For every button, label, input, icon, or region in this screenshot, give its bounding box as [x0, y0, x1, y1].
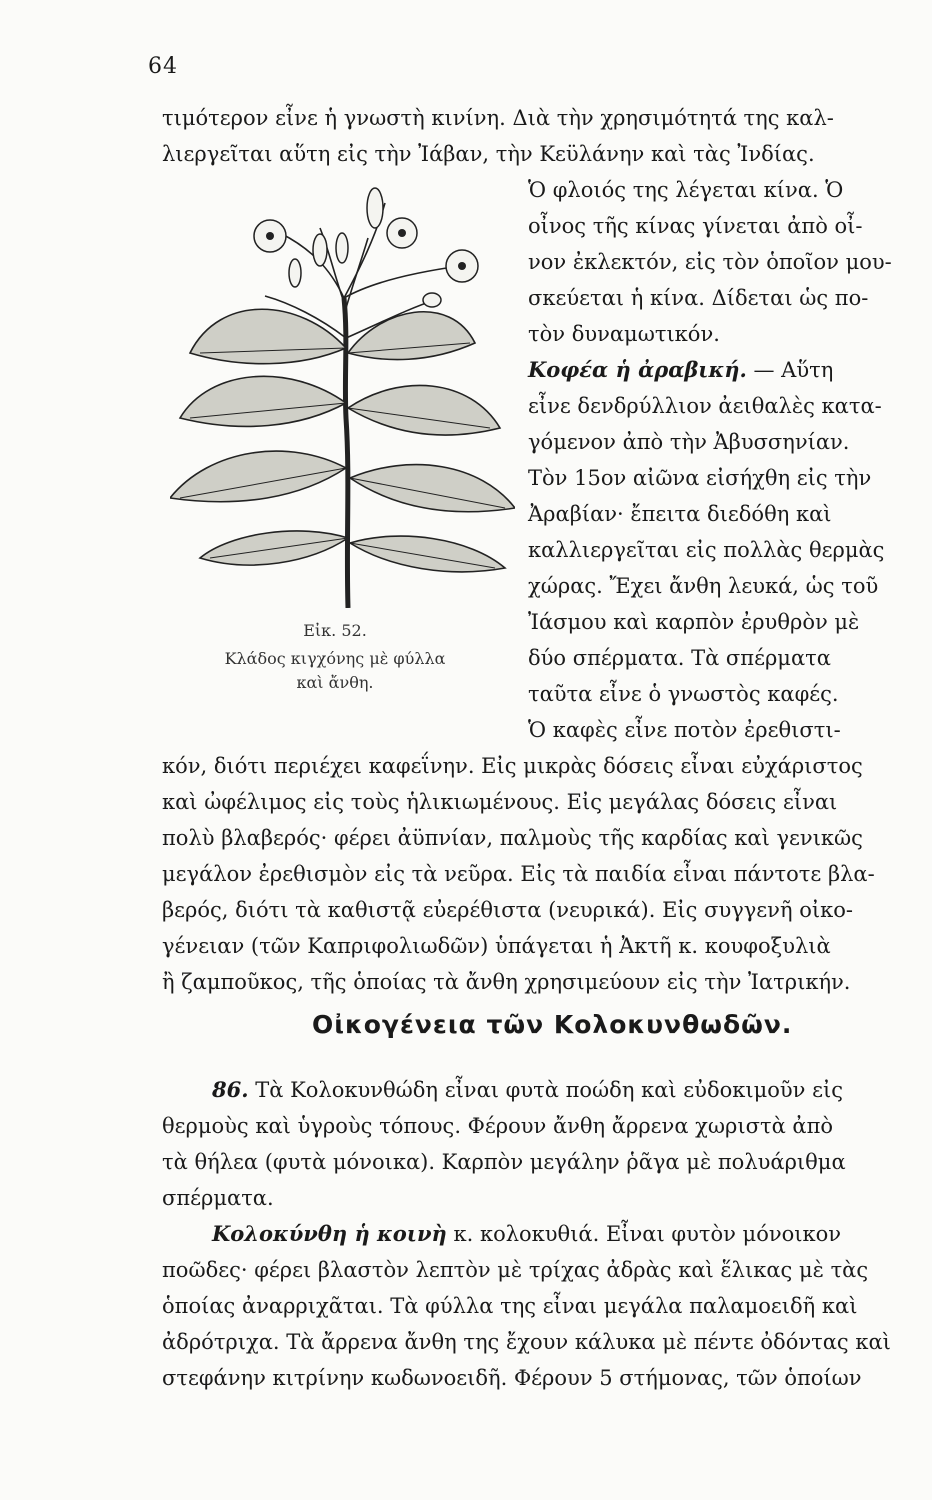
figure-number: Εἰκ. 52.	[303, 621, 367, 640]
text-line: τὰ θήλεα (φυτὰ μόνοικα). Καρπὸν μεγάλην ῥᾶγα μὲ πολυάριθμα	[162, 1150, 846, 1174]
text-run: Τὰ Κολοκυνθώδη εἶναι φυτὰ ποώδη καὶ εὐδοκιμοῦν εἰς	[248, 1078, 843, 1102]
text-line	[212, 1076, 843, 1104]
section-number: 86.	[212, 1077, 249, 1102]
text-run: — Αὕτη	[746, 358, 834, 382]
text-line: Ὁ φλοιός της λέγεται κίνα. Ὁ	[528, 178, 844, 202]
text-line: γόμενον ἀπὸ τὴν Ἀβυσσηνίαν.	[528, 430, 850, 454]
text-line: χώρας. Ἔχει ἄνθη λευκά, ὡς τοῦ	[528, 574, 879, 598]
text-line: κόν, διότι περιέχει καφεΐνην. Εἰς μικρὰς δόσεις εἶναι εὐχάριστος	[162, 754, 863, 778]
text-line: Ἰάσμου καὶ καρπὸν ἐρυθρὸν μὲ	[528, 610, 860, 634]
text-line: Ἀραβίαν· ἔπειτα διεδόθη καὶ	[528, 502, 832, 526]
text-line	[212, 1220, 841, 1248]
text-line: νον ἐκλεκτόν, εἰς τὸν ὁποῖον μου-	[528, 250, 892, 274]
text-line: γένειαν (τῶν Καπριφολιωδῶν) ὑπάγεται ἡ Ἀκτῆ κ. κουφοξυλιὰ	[162, 934, 831, 958]
text-line: στεφάνην κιτρίνην κωδωνοειδῆ. Φέρουν 5 στήμονας, τῶν ὁποίων	[162, 1366, 862, 1390]
text-line: Ὁ καφὲς εἶνε ποτὸν ἐρεθιστι-	[528, 718, 841, 742]
plant-branch-illustration	[170, 178, 515, 608]
text-line: μεγάλον ἐρεθισμὸν εἰς τὰ νεῦρα. Εἰς τὰ παιδία εἶναι πάντοτε βλα-	[162, 862, 875, 886]
text-run: κ. κολοκυθιά. Εἶναι φυτὸν μόνοικον	[446, 1222, 842, 1246]
species-title: Κολοκύνθη ἡ κοινὴ	[212, 1221, 447, 1246]
text-line: πολὺ βλαβερός· φέρει ἀϋπνίαν, παλμοὺς τῆς καρδίας καὶ γενικῶς	[162, 826, 863, 850]
text-line: λιεργεῖται αὕτη εἰς τὴν Ἰάβαν, τὴν Κεϋλάνην καὶ τὰς Ἰνδίας.	[162, 142, 815, 166]
text-line	[528, 356, 902, 384]
text-line: βερός, διότι τὰ καθιστᾷ εὐερέθιστα (νευρικά). Εἰς συγγενῆ οἰκο-	[162, 898, 853, 922]
species-title: Κοφέα ἡ ἀραβική.	[528, 357, 747, 382]
text-line: σπέρματα.	[162, 1186, 274, 1210]
text-line: ὁποίας ἀναρριχᾶται. Τὰ φύλλα της εἶναι μεγάλα παλαμοειδῆ καὶ	[162, 1294, 858, 1318]
text-line: εἶνε δενδρύλλιον ἀειθαλὲς κατα-	[528, 394, 882, 418]
text-line: τιμότερον εἶνε ἡ γνωστὴ κινίνη. Διὰ τὴν χρησιμότητά της καλ-	[162, 106, 834, 130]
text-line: θερμοὺς καὶ ὑγροὺς τόπους. Φέρουν ἄνθη ἄρρενα χωριστὰ ἀπὸ	[162, 1114, 834, 1138]
text-line: ἢ ζαμποῦκος, τῆς ὁποίας τὰ ἄνθη χρησιμεύουν εἰς τὴν Ἰατρικήν.	[162, 970, 851, 994]
section-heading: Οἰκογένεια τῶν Κολοκυνθωδῶν.	[312, 1010, 793, 1039]
text-line: τὸν δυναμωτικόν.	[528, 322, 720, 346]
page-number: 64	[148, 54, 178, 79]
text-line: ταῦτα εἶνε ὁ γνωστὸς καφές.	[528, 682, 839, 706]
figure-caption: Κλάδος κιγχόνης μὲ φύλλα	[224, 649, 446, 668]
figure-caption: καὶ ἄνθη.	[296, 673, 374, 692]
text-line: σκεύεται ἡ κίνα. Δίδεται ὡς πο-	[528, 286, 869, 310]
text-line: οἶνος τῆς κίνας γίνεται ἀπὸ οἶ-	[528, 214, 863, 238]
text-line: ἀδρότριχα. Τὰ ἄρρενα ἄνθη της ἔχουν κάλυκα μὲ πέντε ὀδόντας καὶ	[162, 1330, 891, 1354]
text-line: καλλιεργεῖται εἰς πολλὰς θερμὰς	[528, 538, 885, 562]
text-line: καὶ ὠφέλιμος εἰς τοὺς ἡλικιωμένους. Εἰς μεγάλας δόσεις εἶναι	[162, 790, 838, 814]
text-line: ποῶδες· φέρει βλαστὸν λεπτὸν μὲ τρίχας ἀδρὰς καὶ ἕλικας μὲ τὰς	[162, 1258, 869, 1282]
text-line: δύο σπέρματα. Τὰ σπέρματα	[528, 646, 831, 670]
text-line: Τὸν 15ον αἰῶνα εἰσήχθη εἰς τὴν	[528, 466, 872, 490]
